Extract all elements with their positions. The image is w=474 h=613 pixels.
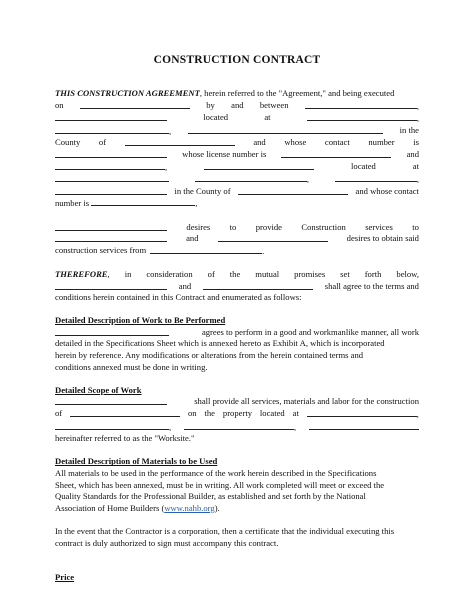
- therefore-line-3: conditions herein contained in this Contract and enumerated as follows:: [55, 292, 302, 303]
- work-description-line-4: conditions annexed must be done in writing.: [55, 361, 208, 372]
- party-1-blank[interactable]: [305, 100, 417, 109]
- contractor-blank[interactable]: [55, 222, 167, 231]
- agreement-line-8: , ,: [55, 173, 419, 186]
- work-description-line-1: agrees to perform in a good and workmanlike manner, all work: [55, 327, 419, 339]
- scope-contractor-blank[interactable]: [55, 396, 167, 405]
- materials-line-2: Sheet, which has been annexed, must be in writing. All work completed will meet or exceed the: [55, 479, 385, 490]
- county-blank[interactable]: [125, 137, 235, 146]
- party-2-blank[interactable]: [55, 161, 165, 170]
- work-description-line-2: detailed in the Specifications Sheet which is annexed hereto as Exhibit A, which is incorporated: [55, 338, 385, 349]
- agreement-line-9: in the County of and whose contact: [55, 186, 419, 198]
- agreement-line-5: County of and whose contact number is: [55, 137, 419, 148]
- therefore-line-1: THEREFORE, in consideration of the mutual promises set forth below,: [55, 268, 419, 279]
- agreement-line-1: THIS CONSTRUCTION AGREEMENT, herein referred to the "Agreement," and being executed: [55, 88, 395, 98]
- scope-line-4: hereinafter referred to as the "Worksite.": [55, 433, 195, 444]
- agreement-line-6: whose license number is and: [55, 149, 419, 161]
- work-description-line-3: herein by reference. Any modifications or alterations from the herein contained terms and: [55, 350, 364, 361]
- property-state-blank[interactable]: [184, 421, 294, 430]
- date-blank[interactable]: [80, 100, 190, 109]
- services-from-blank[interactable]: [150, 245, 262, 254]
- materials-line-1: All materials to be used in the performance of the work herein described in the Specifications: [55, 468, 377, 478]
- work-description-heading: Detailed Description of Work to Be Performed: [55, 315, 226, 326]
- party-2-street-blank[interactable]: [195, 173, 307, 182]
- owner-2-blank[interactable]: [218, 233, 328, 242]
- license-number-blank[interactable]: [281, 149, 391, 158]
- materials-heading: Detailed Description of Materials to be Used: [55, 456, 218, 467]
- services-line-1: desires to provide Construction services to: [55, 222, 419, 234]
- agreement-lead: THIS CONSTRUCTION AGREEMENT: [55, 88, 200, 98]
- price-heading: Price: [55, 572, 75, 583]
- contractor-name-blank[interactable]: [55, 327, 169, 336]
- party-1-name-blank[interactable]: [55, 112, 167, 121]
- materials-line-3: Quality Standards for the Professional Builder, as established and set forth by the National: [55, 491, 366, 502]
- city-blank[interactable]: [55, 125, 169, 134]
- document-title: CONSTRUCTION CONTRACT: [153, 54, 321, 66]
- services-line-3: construction services from .: [55, 244, 265, 256]
- owner-blank[interactable]: [55, 233, 167, 242]
- party-2-contact-blank[interactable]: [91, 197, 195, 206]
- services-line-2: and desires to obtain said: [55, 233, 419, 245]
- party-b-blank[interactable]: [203, 281, 313, 290]
- scope-line-2: of on the property located at ,: [55, 408, 419, 420]
- agreement-line-7: , located at: [55, 161, 419, 174]
- property-zip-blank[interactable]: [309, 421, 419, 430]
- property-address-blank[interactable]: [307, 408, 417, 417]
- party-2-address-blank[interactable]: [55, 173, 169, 182]
- scope-line-3: , ,: [55, 421, 419, 434]
- property-city-blank[interactable]: [55, 421, 169, 430]
- party-1-address-blank[interactable]: [307, 112, 417, 121]
- therefore-line-2: and shall agree to the terms and: [55, 281, 419, 293]
- agreement-line-4: , in the: [55, 125, 419, 138]
- agreement-line-2: on by and between ,: [55, 99, 419, 111]
- scope-heading: Detailed Scope of Work: [55, 384, 142, 395]
- document-body: [55, 88, 419, 584]
- contact-number-blank[interactable]: [55, 149, 167, 158]
- party-2-county-blank[interactable]: [238, 186, 348, 195]
- agreement-line-10: number is ,: [55, 198, 198, 209]
- party-2-city-blank[interactable]: [335, 173, 417, 182]
- party-a-blank[interactable]: [55, 281, 167, 290]
- nahb-link[interactable]: www.nahb.org: [164, 502, 215, 513]
- scope-line-1: shall provide all services, materials and labor for the construction: [55, 396, 419, 408]
- corporation-line-1: In the event that the Contractor is a corporation, then a certificate that the individual executing this: [55, 525, 395, 536]
- project-blank[interactable]: [70, 408, 180, 417]
- agreement-line-3: located at ,: [55, 112, 419, 125]
- address-blank[interactable]: [188, 125, 383, 134]
- materials-line-4: Association of Home Builders (www.nahb.org).: [55, 502, 220, 513]
- party-2-name-blank[interactable]: [204, 161, 314, 170]
- party-2-state-blank[interactable]: [55, 186, 167, 195]
- corporation-line-2: contract is duly authorized to sign must accompany this contract.: [55, 537, 279, 548]
